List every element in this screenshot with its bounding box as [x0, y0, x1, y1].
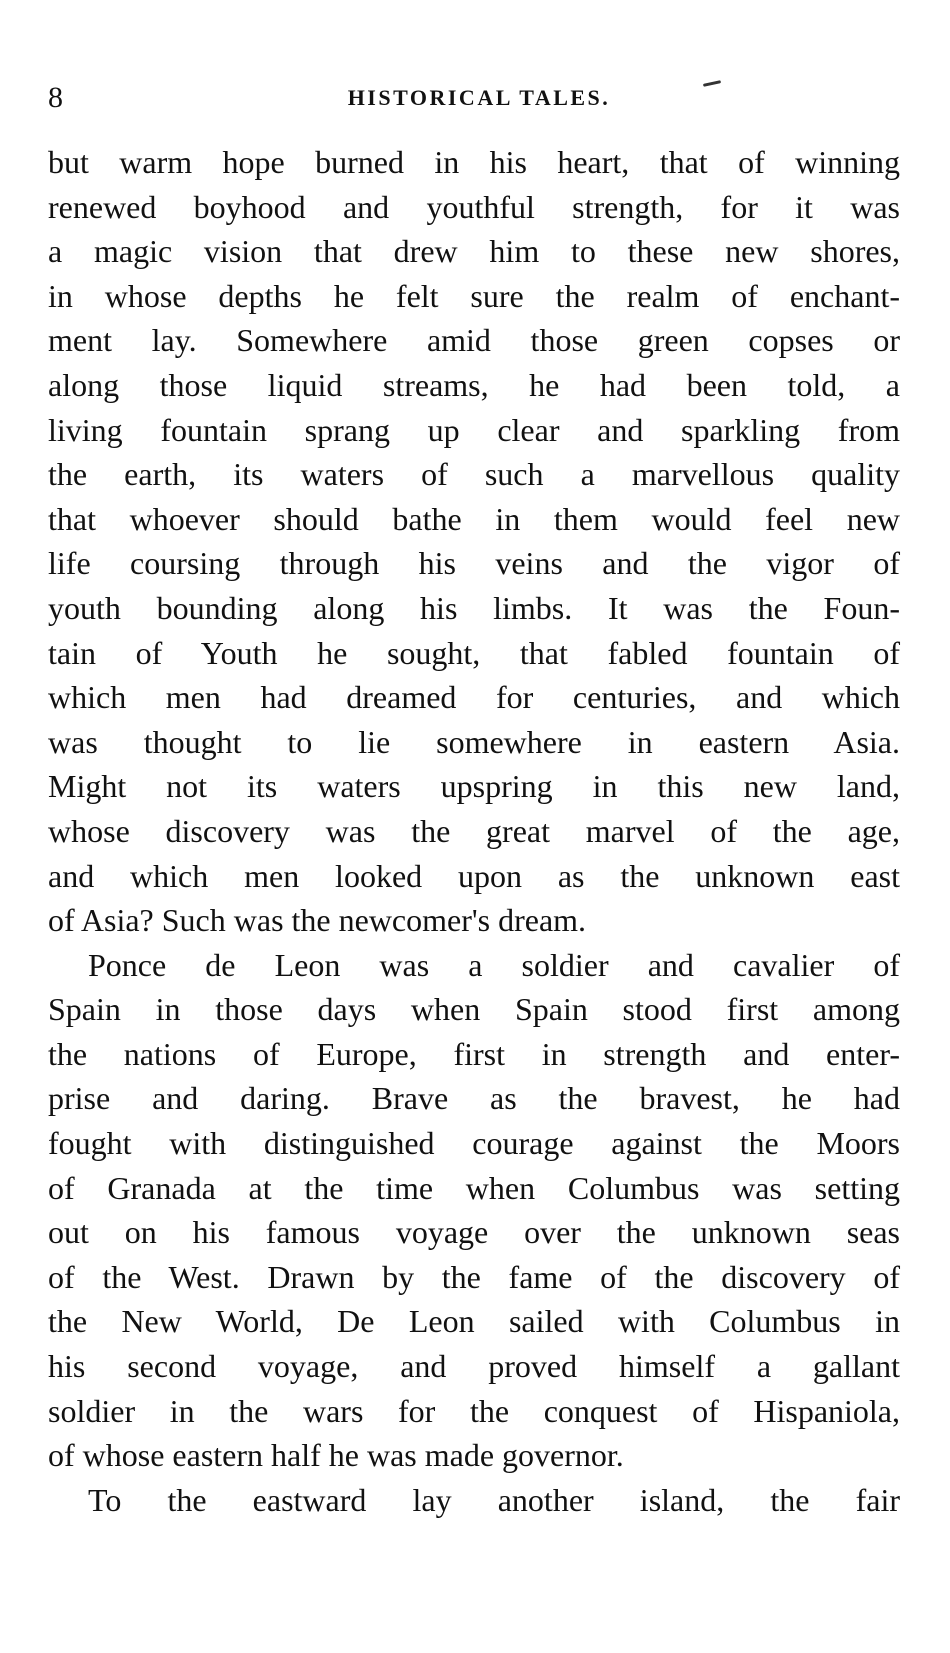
- text-line: of Granada at the time when Columbus was setting: [48, 1169, 900, 1206]
- text-line: of whose eastern half he was made governor.: [48, 1437, 624, 1474]
- text-line: tain of Youth he sought, that fabled fountain of: [48, 634, 900, 671]
- running-head: [48, 78, 900, 118]
- text-line: Might not its waters upspring in this new land,: [48, 768, 900, 805]
- page-number: 8: [48, 81, 63, 114]
- text-line: Spain in those days when Spain stood first among: [48, 991, 900, 1028]
- text-line: ment lay. Somewhere amid those green copses or: [48, 322, 900, 359]
- text-line: a magic vision that drew him to these new shores,: [48, 233, 900, 270]
- text-line: life coursing through his veins and the vigor of: [48, 545, 900, 582]
- text-line: Ponce de Leon was a soldier and cavalier of: [88, 946, 900, 983]
- text-line: of Asia? Such was the newcomer's dream.: [48, 902, 587, 939]
- text-line: renewed boyhood and youthful strength, for it was: [48, 188, 900, 225]
- text-line: out on his famous voyage over the unknown seas: [48, 1214, 900, 1251]
- text-line: his second voyage, and proved himself a gallant: [48, 1348, 900, 1385]
- text-line: living fountain sprang up clear and sparkling from: [48, 411, 900, 448]
- text-line: To the eastward lay another island, the fair: [88, 1481, 900, 1518]
- running-title: HISTORICAL TALES.: [347, 85, 611, 110]
- text-line: which men had dreamed for centuries, and which: [48, 679, 900, 716]
- body-text: [48, 140, 900, 1522]
- text-line: and which men looked upon as the unknown east: [48, 857, 900, 894]
- text-line: along those liquid streams, he had been told, a: [48, 366, 900, 403]
- text-line: was thought to lie somewhere in eastern Asia.: [48, 723, 900, 760]
- text-line: the earth, its waters of such a marvellous quality: [48, 456, 900, 493]
- text-line: the New World, De Leon sailed with Columbus in: [48, 1303, 900, 1340]
- text-line: but warm hope burned in his heart, that of winning: [48, 144, 900, 180]
- text-line: prise and daring. Brave as the bravest, he had: [48, 1080, 900, 1117]
- text-line: soldier in the wars for the conquest of Hispaniola,: [48, 1392, 900, 1429]
- text-line: fought with distinguished courage against the Moors: [48, 1125, 900, 1162]
- text-line: that whoever should bathe in them would feel new: [48, 500, 900, 537]
- text-line: whose discovery was the great marvel of the age,: [48, 812, 900, 849]
- text-line: of the West. Drawn by the fame of the discovery of: [48, 1258, 900, 1295]
- text-line: youth bounding along his limbs. It was the Foun-: [48, 589, 900, 626]
- text-line: the nations of Europe, first in strength and enter-: [48, 1035, 900, 1072]
- text-line: in whose depths he felt sure the realm of enchant-: [48, 277, 900, 314]
